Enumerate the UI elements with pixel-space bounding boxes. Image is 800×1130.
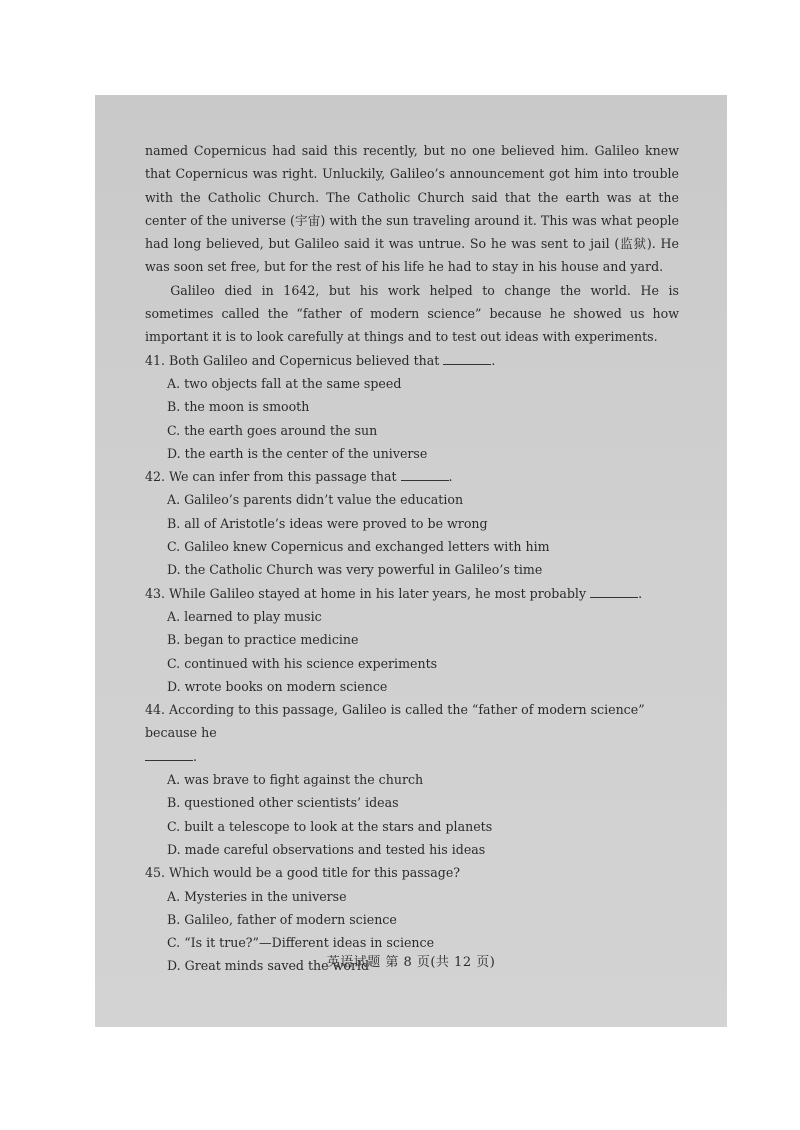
answer-blank — [401, 468, 449, 481]
option-a: A. two objects fall at the same speed — [167, 375, 402, 391]
option-c: C. built a telescope to look at the stars and planets — [167, 818, 493, 834]
answer-blank — [145, 748, 193, 761]
option-b: B. the moon is smooth — [167, 399, 310, 415]
question-41: 41. Both Galileo and Copernicus believed that . A. two objects fall at the same speed B. the moon is smooth C. the earth goes around the sun D. the earth is the center of the universe — [145, 349, 679, 465]
question-number: 41. — [145, 352, 166, 368]
answer-blank — [443, 352, 491, 365]
question-42: 42. We can infer from this passage that . A. Galileo’s parents didn’t value the education B. all of Aristotle’s ideas were proved to be wrong C. Galileo knew Copernicus and exchanged letters with him D. the Catholic Church was very powerful in Galileo’s time — [145, 465, 679, 581]
page-footer: 英语试题 第 8 页(共 12 页) — [326, 955, 496, 970]
option-a: A. Mysteries in the universe — [167, 888, 347, 904]
option-a: A. was brave to fight against the church — [167, 772, 424, 788]
option-d: D. the earth is the center of the universe — [167, 445, 428, 461]
question-stem: While Galileo stayed at home in his later years, he most probably — [169, 585, 587, 601]
option-a: A. learned to play music — [167, 608, 322, 624]
option-b: B. Galileo, father of modern science — [167, 911, 397, 927]
question-stem: Both Galileo and Copernicus believed that — [169, 352, 440, 368]
passage-paragraph: named Copernicus had said this recently, but no one believed him. Galileo knew that Copernicus was right. Unluckily, Galileo’s announcement got him into trouble with the Catholic Church. The Catholic Church said that the earth was at the center of the universe (宇宙) with the sun traveling around it. This was what people had long believed, but Galileo said it was untrue. So he was sent to jail (监狱). He was soon set free, but for the rest of his life he had to stay in his house and yard. — [145, 143, 679, 275]
question-44: 44. According to this passage, Galileo is called the “father of modern science” because he . A. was brave to fight against the church B. questioned other scientists’ ideas C. built a telescope to look at the stars and planets D. made careful observations and tested his ideas — [145, 698, 679, 861]
option-d: D. Great minds saved the world — [167, 958, 370, 974]
answer-blank — [590, 585, 638, 598]
question-stem: According to this passage, Galileo is called the “father of modern science” because he — [145, 702, 645, 741]
option-d: D. wrote books on modern science — [167, 678, 388, 694]
question-number: 43. — [145, 585, 166, 601]
option-c: C. “Is it true?”—Different ideas in science — [167, 935, 435, 951]
question-43: 43. While Galileo stayed at home in his later years, he most probably . A. learned to play music B. began to practice medicine C. continued with his science experiments D. wrote books on modern science — [145, 582, 679, 698]
option-b: B. began to practice medicine — [167, 632, 359, 648]
option-c: C. continued with his science experiments — [167, 655, 438, 671]
exam-page — [95, 95, 727, 1027]
question-number: 44. — [145, 702, 166, 718]
question-stem: Which would be a good title for this passage? — [169, 865, 461, 881]
question-stem: We can infer from this passage that — [169, 469, 397, 485]
option-d: D. made careful observations and tested his ideas — [167, 841, 486, 857]
question-number: 45. — [145, 865, 166, 881]
option-c: C. Galileo knew Copernicus and exchanged letters with him — [167, 539, 550, 555]
option-b: B. all of Aristotle’s ideas were proved to be wrong — [167, 515, 488, 531]
question-number: 42. — [145, 469, 166, 485]
option-a: A. Galileo’s parents didn’t value the education — [167, 492, 464, 508]
passage-paragraph: Galileo died in 1642, but his work helped to change the world. He is sometimes called the “father of modern science” because he showed us how important it is to look carefully at things and to test out ideas with experiments. — [145, 282, 679, 345]
option-c: C. the earth goes around the sun — [167, 422, 378, 438]
option-d: D. the Catholic Church was very powerful in Galileo’s time — [167, 562, 543, 578]
option-b: B. questioned other scientists’ ideas — [167, 795, 399, 811]
